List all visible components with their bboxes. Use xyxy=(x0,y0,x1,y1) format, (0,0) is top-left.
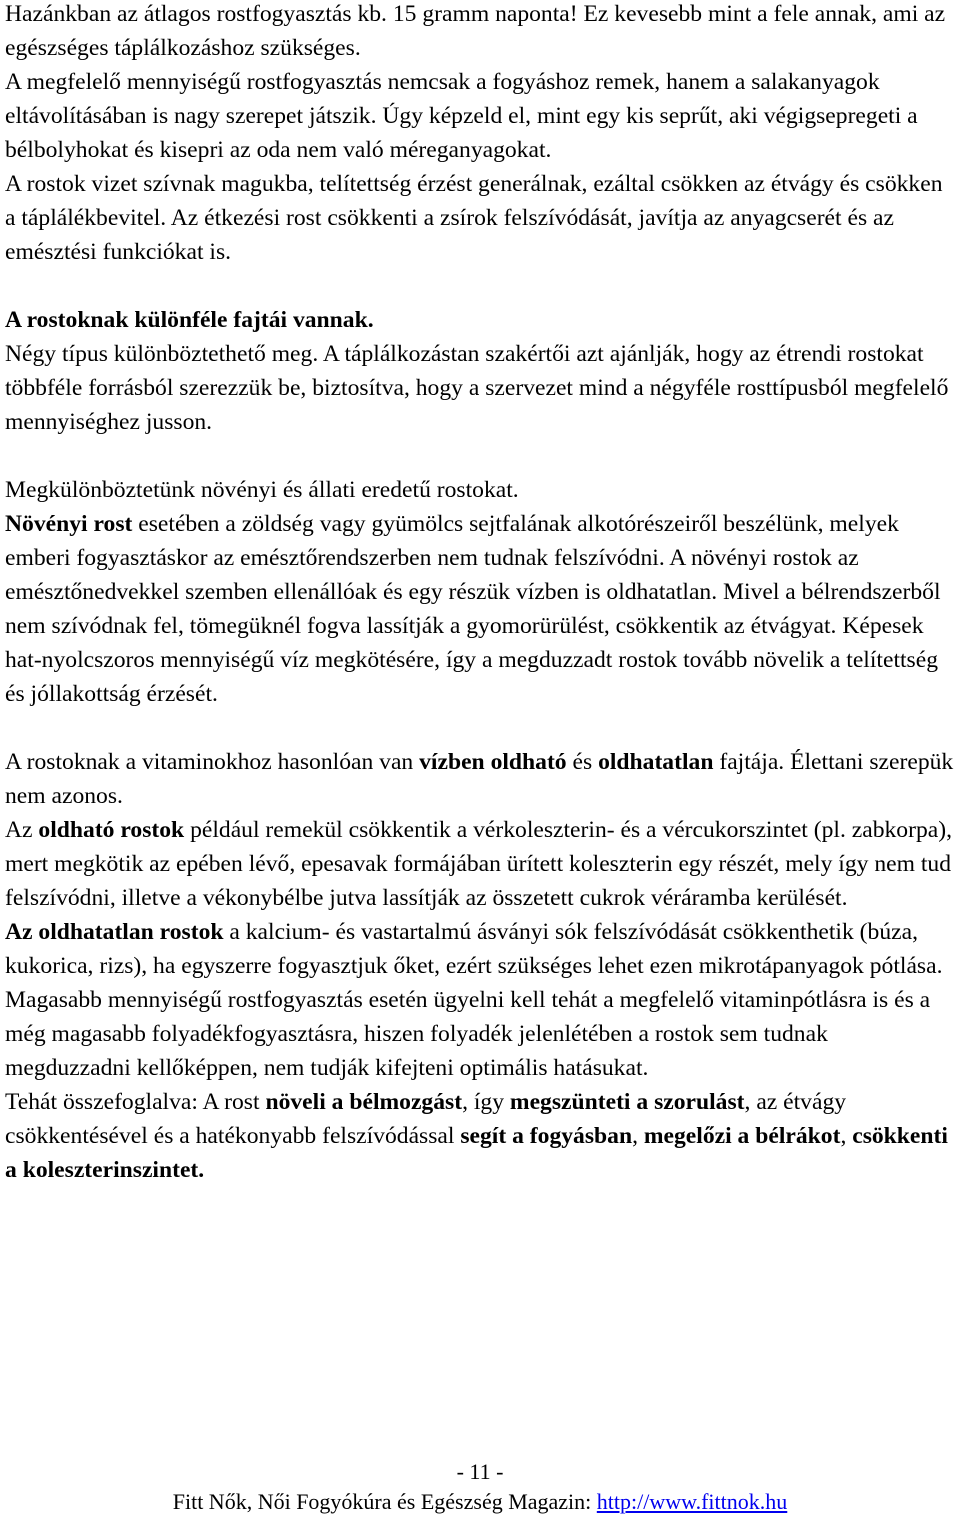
article-body xyxy=(5,0,957,1187)
paragraph-insoluble-fiber: Az oldhatatlan rostok a kalcium- és vastartalmú ásványi sók felszívódását csökkenthetik (búza, kukorica, rizs), ha egyszerre fogyasztjuk őket, ezért szükséges lehet ezen mikrotápanyagok pótlása. xyxy=(5,919,943,979)
paragraph-vitamin-fluid: Magasabb mennyiségű rostfogyasztás esetén ügyelni kell tehát a megfelelő vitaminpótlásra is és a még magasabb folyadékfogyasztásra, hiszen folyadék jelenlétében a rostok sem tudnak megduzzadni kellőképpen, nem tudják kifejteni optimális hatásukat. xyxy=(5,987,931,1081)
paragraph-soluble-insoluble: A rostoknak a vitaminokhoz hasonlóan van vízben oldható és oldhatatlan fajtája. Élettani szerepük nem azonos. xyxy=(5,749,954,809)
footer-link[interactable]: http://www.fittnok.hu xyxy=(596,1489,788,1514)
paragraph-soluble-fiber: Az oldható rostok például remekül csökkentik a vérkoleszterin- és a vércukorszintet (pl. zabkorpa), mert megkötik az epében lévő, epesavak formájában ürített koleszterin egy részét, mely így nem tud felszívódni, illetve a vékonybélbe jutva lassítják az összetett cukrok véráramba kerülését. xyxy=(5,817,952,911)
paragraph-plant-fiber: Növényi rost esetében a zöldség vagy gyümölcs sejtfalának alkotórészeiről beszélünk, melyek emberi fogyasztáskor az emésztőrendszerben nem tudnak felszívódni. A növényi rostok az emésztőnedvekkel szemben ellenállóak és egy részük vízben is oldhatatlan. Mivel a bélrendszerből nem szívódnak fel, tömegüknél fogva lassítják a gyomorürülést, csökkentik az étvágyat. Képesek hat-nyolcszoros mennyiségű víz megkötésére, így a megduzzadt rostok tovább növelik a telítettség és jóllakottság érzését. xyxy=(5,511,941,707)
section-heading-fiber-types: A rostoknak különféle fajtái vannak. xyxy=(5,307,374,333)
page-number: - 11 - xyxy=(456,1459,504,1484)
footer-text: Fitt Nők, Női Fogyókúra és Egészség Magazin: xyxy=(172,1489,597,1514)
paragraph-summary: Tehát összefoglalva: A rost növeli a bélmozgást, így megszünteti a szorulást, az étvágy csökkentésével és a hatékonyabb felszívódással segít a fogyásban, megelőzi a bélrákot, csökkenti a koleszterinszintet. xyxy=(5,1089,948,1183)
paragraph-gap xyxy=(5,269,957,303)
paragraph-fiber-intake: Hazánkban az átlagos rostfogyasztás kb. 15 gramm naponta! Ez kevesebb mint a fele annak, ami az egészséges táplálkozáshoz szükséges. xyxy=(5,1,946,61)
paragraph-fiber-benefits: A megfelelő mennyiségű rostfogyasztás nemcsak a fogyáshoz remek, hanem a salakanyagok eltávolításában is nagy szerepet játszik. Úgy képzeld el, mint egy kis seprűt, aki végigsepregeti a bélbolyhokat és kisepri az oda nem való méreganyagokat. xyxy=(5,69,918,163)
paragraph-gap xyxy=(5,439,957,473)
paragraph-four-types: Négy típus különböztethető meg. A táplálkozástan szakértői azt ajánlják, hogy az étrendi rostokat többféle forrásból szerezzük be, biztosítva, hogy a szervezet mind a négyféle rosttípusból megfelelő mennyiséghez jusson. xyxy=(5,341,949,435)
paragraph-fiber-satiety: A rostok vizet szívnak magukba, telítettség érzést generálnak, ezáltal csökken az étvágy és csökken a táplálékbevitel. Az étkezési rost csökkenti a zsírok felszívódását, javítja az anyagcserét és az emésztési funkciókat is. xyxy=(5,171,943,265)
paragraph-plant-animal: Megkülönböztetünk növényi és állati eredetű rostokat. xyxy=(5,477,519,503)
footer xyxy=(0,1489,960,1515)
paragraph-gap xyxy=(5,711,957,745)
